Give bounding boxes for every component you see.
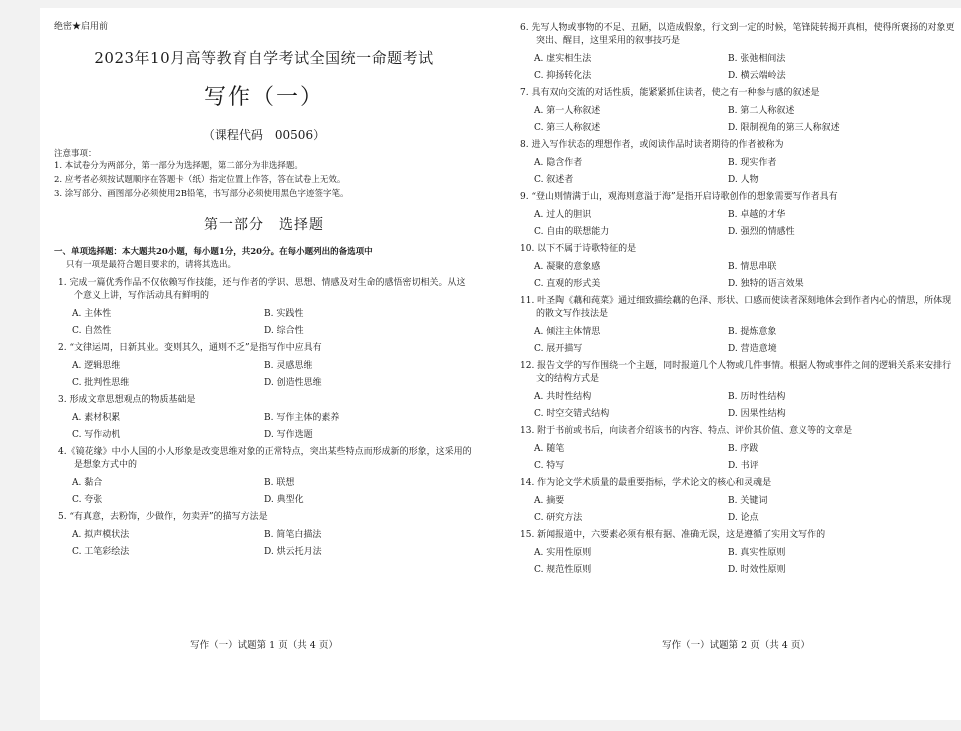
question-stem: 8. 进入写作状态的理想作者，或阅读作品时读者期待的作者被称为 [520,140,784,150]
page-footer: 写作（一）试题第 2 页（共 4 页） [662,640,810,651]
answer-option: D. 限制视角的第三人称叙述 [728,123,840,133]
part-title: 第一部分 选择题 [204,217,324,233]
answer-option: B. 灵感思维 [264,361,313,371]
question-stem: 15. 新闻报道中，六要素必须有根有据、准确无误，这是遵循了实用文写作的 [520,530,826,540]
answer-option: A. 过人的胆识 [534,210,592,220]
answer-option: C. 夸张 [72,495,103,505]
question-item [54,511,474,558]
answer-option: A. 虚实相生法 [534,54,592,64]
question-item [54,277,474,337]
option-grid [516,495,956,524]
answer-option: B. 联想 [264,478,295,488]
question-stem: 11. 叶圣陶《藕和莼菜》通过细致描绘藕的色泽、形状、口感而使读者深刻地体会到作者内心的情思，所体现的散文写作技法是 [520,296,952,319]
answer-option: A. 摘要 [534,496,565,506]
answer-option: D. 因果性结构 [728,409,786,419]
answer-option: C. 批判性思维 [72,378,130,388]
answer-option: D. 独特的语言效果 [728,279,804,289]
answer-option: D. 综合性 [264,326,304,336]
answer-option: C. 自由的联想能力 [534,227,610,237]
answer-option: A. 拟声模状法 [72,530,130,540]
option-grid [516,53,956,82]
question-stem: 12. 报告文学的写作围绕一个主题，同时报道几个人物或几件事情。根据人物或事件之间的逻辑关系来安排行文的结构方式是 [520,361,952,384]
answer-option: D. 时效性原则 [728,565,786,575]
page-1 [54,8,474,651]
answer-option: D. 营造意境 [728,344,777,354]
question-stem: 10. 以下不属于诗歌特征的是 [520,244,637,254]
option-grid [516,326,956,355]
answer-option: C. 特写 [534,461,565,471]
question-item [54,446,474,506]
answer-option: A. 第一人称叙述 [534,106,601,116]
answer-option: A. 共时性结构 [534,392,592,402]
note-item: 2. 应考者必须按试题顺序在答题卡（纸）指定位置上作答，答在试卷上无效。 [54,175,346,185]
page-2 [516,8,956,651]
answer-option: C. 展开描写 [534,344,583,354]
answer-option: D. 烘云托月法 [264,547,322,557]
question-item [54,394,474,441]
answer-option: D. 人物 [728,175,759,185]
answer-option: B. 张弛相间法 [728,54,786,64]
question-item [516,139,956,186]
course-code: （课程代码 00506） [202,128,326,142]
question-item [516,477,956,524]
answer-option: C. 第三人称叙述 [534,123,601,133]
question-stem: 7. 具有双向交流的对话性质，能紧紧抓住读者，使之有一种参与感的叙述是 [520,88,820,98]
question-item [516,360,956,420]
answer-option: D. 书评 [728,461,759,471]
answer-option: C. 时空交错式结构 [534,409,610,419]
answer-option: C. 叙述者 [534,175,574,185]
question-list [54,277,474,558]
answer-option: A. 逻辑思维 [72,361,121,371]
answer-option: D. 写作选题 [264,430,313,440]
question-item [516,425,956,472]
answer-option: B. 简笔白描法 [264,530,322,540]
question-list [516,22,956,576]
option-grid [516,547,956,576]
answer-option: B. 卓越的才华 [728,210,786,220]
answer-option: A. 隐含作者 [534,158,583,168]
answer-option: A. 凝聚的意象感 [534,262,601,272]
question-stem: 9. “登山则情满于山，观海则意溢于海”是指开启诗歌创作的想象需要写作者具有 [520,192,838,202]
secret-mark: 绝密★启用前 [54,22,109,32]
answer-option: A. 黏合 [72,478,103,488]
question-item [516,529,956,576]
option-grid [516,105,956,134]
question-stem: 13. 附于书前或书后，向读者介绍该书的内容、特点、评价其价值、意义等的文章是 [520,426,853,436]
answer-option: A. 倾注主体情思 [534,327,601,337]
option-grid [516,209,956,238]
option-grid [54,360,474,389]
note-item: 3. 涂写部分、画图部分必须使用2B铅笔，书写部分必须使用黑色字迹签字笔。 [54,189,349,199]
answer-option: B. 情思串联 [728,262,777,272]
question-stem: 14. 作为论文学术质量的最重要指标，学术论文的核心和灵魂是 [520,478,772,488]
answer-option: A. 主体性 [72,309,112,319]
question-item [516,191,956,238]
answer-option: B. 提炼意象 [728,327,777,337]
section-instructions [54,246,474,272]
option-grid [54,477,474,506]
answer-option: B. 第二人称叙述 [728,106,795,116]
answer-option: B. 真实性原则 [728,548,786,558]
answer-option: C. 研究方法 [534,513,583,523]
question-stem: 4.《镜花缘》中小人国的小人形象是改变思维对象的正常特点，突出某些特点而形成新的形象，这采用的是想象方式中的 [58,447,472,470]
option-grid [54,308,474,337]
answer-option: B. 实践性 [264,309,304,319]
answer-option: B. 序跋 [728,444,759,454]
exam-sheet [40,8,961,720]
answer-option: A. 实用性原则 [534,548,592,558]
answer-option: D. 论点 [728,513,759,523]
question-stem: 6. 先写人物或事物的不足、丑陋，以造成假象，行文到一定的时候，笔锋陡转揭开真相，使得所褒扬的对象更突出、醒目，这里采用的叙事技巧是 [520,23,955,46]
answer-option: B. 写作主体的素养 [264,413,340,423]
answer-option: C. 写作动机 [72,430,121,440]
question-stem: 1. 完成一篇优秀作品不仅依赖写作技能，还与作者的学识、思想、情感及对生命的感悟密切相关。从这个意义上讲，写作活动具有鲜明的 [58,278,466,301]
answer-option: D. 横云端岭法 [728,71,786,81]
answer-option: C. 自然性 [72,326,112,336]
answer-option: D. 典型化 [264,495,304,505]
question-item [516,295,956,355]
question-item [516,243,956,290]
answer-option: A. 随笔 [534,444,565,454]
answer-option: D. 创造性思维 [264,378,322,388]
answer-option: C. 抑扬转化法 [534,71,592,81]
answer-option: D. 强烈的情感性 [728,227,795,237]
question-stem: 5. “有真意，去粉饰，少做作，勿卖弄”的描写方法是 [58,512,268,522]
subject-title: 写作（一） [203,85,324,110]
note-item: 1. 本试卷分为两部分，第一部分为选择题，第二部分为非选择题。 [54,161,303,171]
question-stem: 2. “文律运周，日新其业。变则其久，通则不乏”是指写作中应具有 [58,343,322,353]
option-grid [516,157,956,186]
answer-option: C. 工笔彩绘法 [72,547,130,557]
section-heading: 一、单项选择题：本大题共20小题，每小题1分，共20分。在每小题列出的备选项中 [54,247,373,257]
answer-option: A. 素材积累 [72,413,121,423]
answer-option: B. 现实作者 [728,158,777,168]
notes-heading: 注意事项： [54,149,97,159]
answer-option: C. 直观的形式美 [534,279,601,289]
answer-option: B. 关键词 [728,496,768,506]
option-grid [54,529,474,558]
section-text: 只有一项是最符合题目要求的，请将其选出。 [66,260,237,270]
option-grid [516,391,956,420]
option-grid [516,261,956,290]
question-item [516,22,956,82]
question-item [516,87,956,134]
option-grid [516,443,956,472]
answer-option: C. 规范性原则 [534,565,592,575]
exam-title: 2023年10月高等教育自学考试全国统一命题考试 [94,49,434,67]
question-item [54,342,474,389]
option-grid [54,412,474,441]
question-stem: 3. 形成文章思想观点的物质基础是 [58,395,196,405]
page-footer: 写作（一）试题第 1 页（共 4 页） [190,640,338,651]
answer-option: B. 历时性结构 [728,392,786,402]
